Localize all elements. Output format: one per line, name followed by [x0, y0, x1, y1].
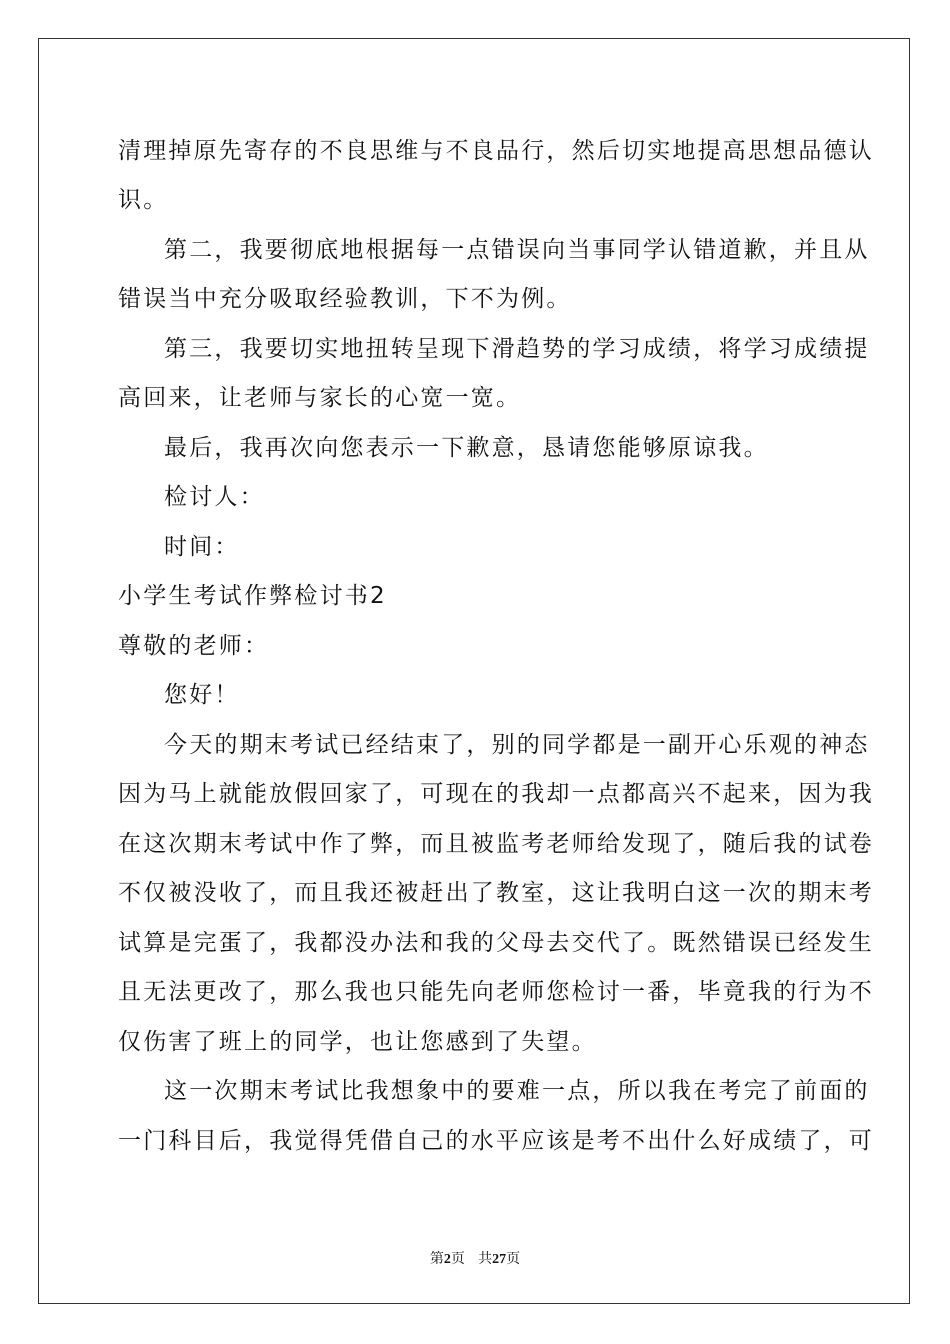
- page-footer: [0, 1248, 950, 1268]
- text-line: 第二，我要彻底地根据每一点错误向当事同学认错道歉，并且从: [164, 237, 870, 263]
- page-prefix: 第: [429, 1251, 444, 1267]
- page-total: 27: [492, 1252, 507, 1267]
- text-line: 因为马上就能放假回家了，可现在的我却一点都高兴不起来，因为我: [118, 781, 874, 807]
- text-line: 在这次期末考试中作了弊，而且被监考老师给发现了，随后我的试卷: [118, 831, 874, 857]
- text-line: 错误当中充分吸取经验教训，下不为例。: [118, 286, 572, 312]
- total-prefix: 共: [478, 1251, 493, 1267]
- time-label: 时间：: [164, 534, 240, 560]
- text-line: 清理掉原先寄存的不良思维与不良品行，然后切实地提高思想品德认: [118, 138, 874, 164]
- page-current: 2: [443, 1252, 451, 1267]
- text-line: 高回来，让老师与家长的心宽一宽。: [118, 385, 522, 411]
- text-line: 这一次期末考试比我想象中的要难一点，所以我在考完了前面的: [164, 1078, 870, 1104]
- text-line: 且无法更改了，那么我也只能先向老师您检讨一番，毕竟我的行为不: [118, 979, 874, 1005]
- text-line: 不仅被没收了，而且我还被赶出了教室，这让我明白这一次的期末考: [118, 880, 874, 906]
- text-line: 一门科目后，我觉得凭借自己的水平应该是考不出什么好成绩了，可: [118, 1128, 874, 1154]
- total-suffix: 页: [506, 1251, 521, 1267]
- text-line: 识。: [118, 187, 169, 213]
- text-line: 最后，我再次向您表示一下歉意，恳请您能够原谅我。: [164, 435, 769, 461]
- text-line: 第三，我要切实地扭转呈现下滑趋势的学习成绩，将学习成绩提: [164, 336, 870, 362]
- text-line: 试算是完蛋了，我都没办法和我的父母去交代了。既然错误已经发生: [118, 930, 874, 956]
- greeting: 您好！: [164, 682, 240, 708]
- text-line: 仅伤害了班上的同学，也让您感到了失望。: [118, 1029, 597, 1055]
- page-suffix: 页: [450, 1251, 465, 1267]
- page-border: [38, 38, 910, 1304]
- text-line: 今天的期末考试已经结束了，别的同学都是一副开心乐观的神态: [164, 732, 870, 758]
- section-title: 小学生考试作弊检讨书2: [118, 583, 387, 609]
- salutation: 尊敬的老师：: [118, 633, 270, 659]
- signer-label: 检讨人：: [164, 484, 265, 510]
